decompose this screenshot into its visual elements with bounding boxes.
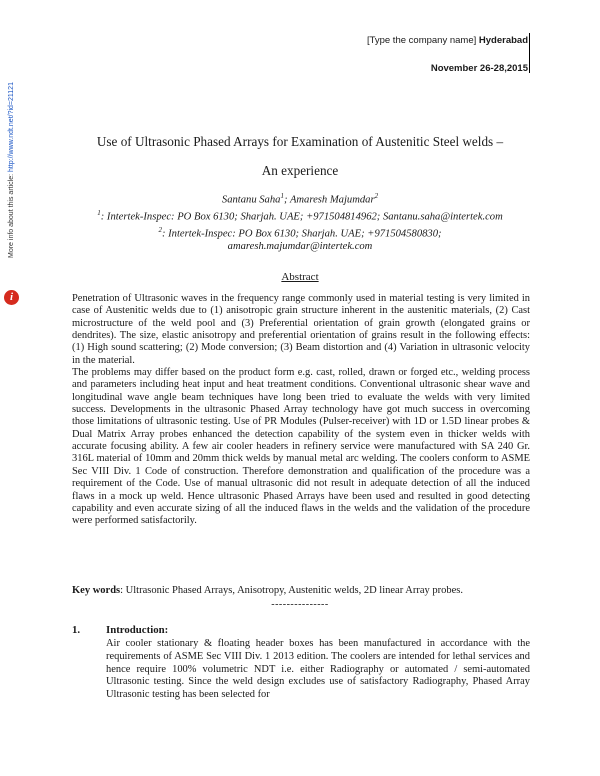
header-city: Hyderabad: [478, 35, 528, 46]
section-1-title: Introduction:: [106, 624, 169, 636]
abstract-body: [72, 293, 530, 528]
section-1-paragraph: Air cooler stationary & floating header boxes has been manufactured in accordance with the requirements of ASME Sec VIII Div. 1 2013 edition. The coolers are intended for lethal services and hence require 100% volumetric NDT i.e. either Radiography or automated / semi-automated Ultrasonic testing. Since the weld design excludes use of satisfactory Radiography, Phased Array Ultrasonic testing has been selected for: [106, 638, 530, 701]
header-company-placeholder: [Type the company name]: [366, 35, 477, 46]
affiliation-2-email: amaresh.majumdar@intertek.com: [227, 241, 373, 253]
abstract-heading: Abstract: [281, 271, 319, 283]
paper-title: Use of Ultrasonic Phased Arrays for Examination of Austenitic Steel welds –: [96, 134, 504, 149]
aff-2-sup: 2: [158, 225, 162, 234]
affiliation-1: [60, 207, 540, 224]
keywords-label: Key words: [72, 585, 121, 596]
sidebar-label: More info about this article:: [8, 172, 15, 258]
section-1-number: 1.: [72, 624, 81, 636]
keywords-text: : Ultrasonic Phased Arrays, Anisotropy, Austenitic welds, 2D linear Array probes.: [120, 585, 463, 596]
author-1: Santanu Saha: [221, 194, 281, 206]
sidebar-more-info: [8, 82, 15, 258]
affiliation-2: [60, 224, 540, 241]
author-block: [60, 190, 540, 254]
paper-subtitle: An experience: [261, 163, 339, 178]
header-divider: [529, 33, 530, 73]
abstract-paragraph-1: Penetration of Ultrasonic waves in the frequency range commonly used in material testing is very limited in case of Austenitic welds due to (1) anisotropic grain structure inherent in the austenitic materials, (2) Cast microstructure of the weld pool and (3) Preferential orientation of grain growth (elongated grains or dendrites). The size, elastic anisotropy and preferential orientation of grains result in the following effects: (1) High sound scattering; (2) Mode conversion; (3) Beam distortion and (4) Variation in ultrasonic velocity in the material.: [72, 293, 530, 366]
header-date: November 26-28,2015: [430, 63, 528, 74]
keywords: [72, 585, 530, 596]
aff-2-text: : Intertek-Inspec: PO Box 6130; Sharjah. UAE; +971504580830;: [161, 228, 442, 240]
section-1-body: [106, 638, 530, 702]
aff-1-sup: 1: [97, 208, 101, 217]
sidebar-link[interactable]: http://www.ndt.net/?id=21121: [8, 82, 15, 172]
author-line: [60, 190, 540, 207]
abstract-paragraph-2: The problems may differ based on the product form e.g. cast, rolled, drawn or forged etc., welding process and parameters including heat input and heat treatment conditions. Conventional ultrasonic shear wave and longitudinal wave angle beam techniques have long been tried to evaluate the welds with very limited success. Developments in the ultrasonic Phased Array technology have got much success in overcoming those limitations of ultrasonic testing. Use of PR Modules (Pulser-receiver) with 1D or 1.5D linear probes & Dual Matrix Array probes enhanced the detection capability of the system even in thicker welds with accurate focusing ability. A few air cooler headers in refinery service were manufactured with SA 240 Gr. 316L material of 10mm and 20mm thick welds by manual metal arc welding. The coolers conform to ASME Sec VIII Div. 1 Code of construction. Therefore demonstration and qualification of the procedure was a requirement of the Code. Use of manual ultrasonic did not result in adequate detection of all the induced flaws in a mock up weld. Hence ultrasonic Phased Arrays have been used and resulted in good detecting capability and even accurate sizing of all the induced flaws in the welds and the validation of the procedure were performed satisfactorily.: [72, 367, 530, 527]
header-company: [367, 35, 528, 46]
author-2: ; Amaresh Majumdar: [283, 194, 375, 206]
author-1-sup: 1: [280, 192, 284, 200]
section-separator: ---------------: [271, 599, 329, 610]
author-2-sup: 2: [374, 192, 379, 200]
aff-1-text: : Intertek-Inspec: PO Box 6130; Sharjah. UAE; +971504814962; Santanu.saha@intertek.com: [100, 211, 503, 223]
info-icon[interactable]: i: [4, 290, 19, 305]
